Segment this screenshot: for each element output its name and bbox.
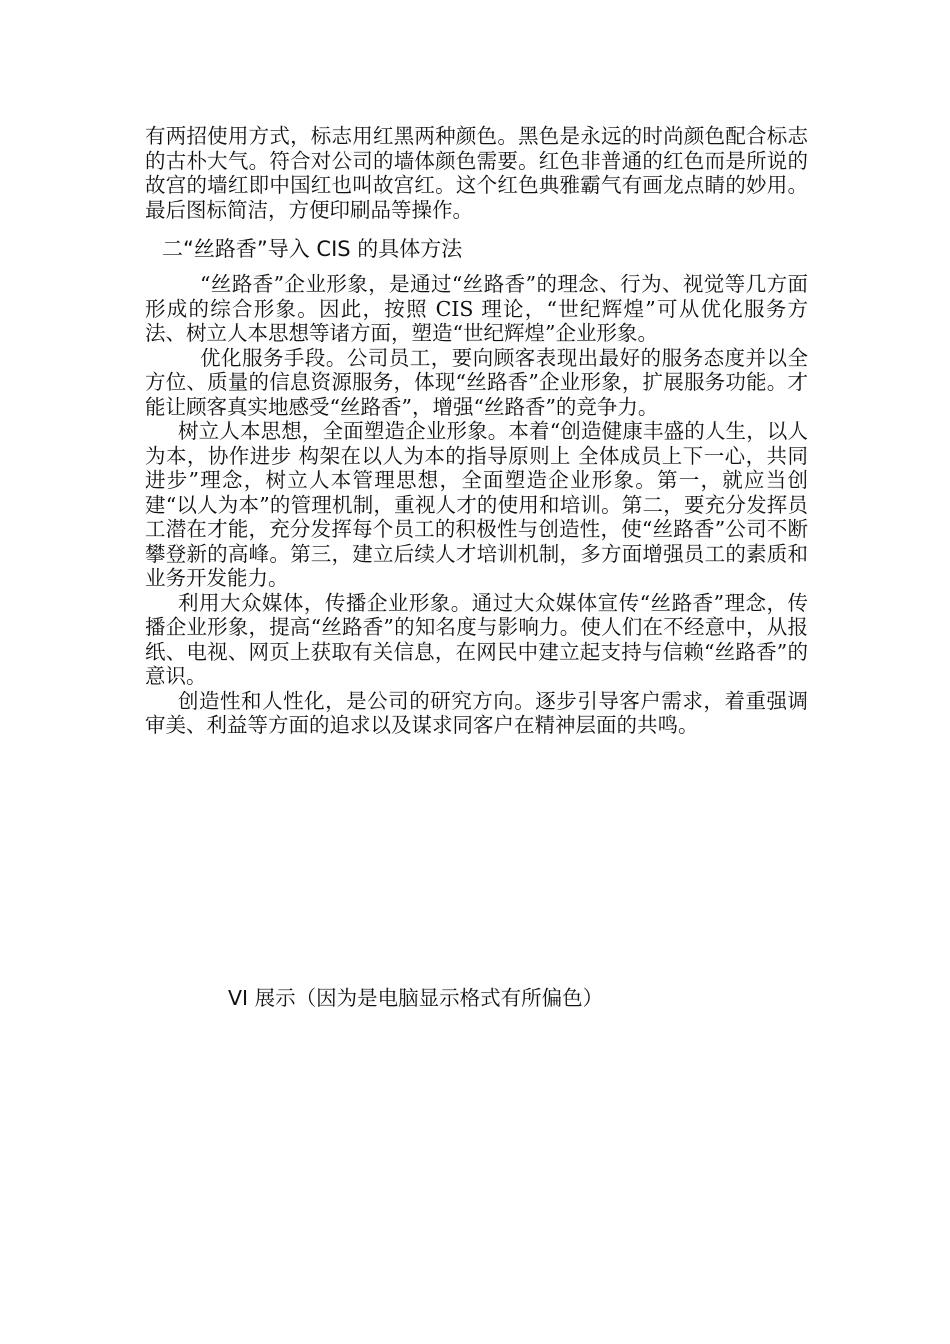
- continuation-paragraph: 有两招使用方式，标志用红黑两种颜色。黑色是永远的时尚颜色配合标志的古朴大气。符合对公司的墙体颜色需要。红色非普通的红色而是所说的故宫的墙红即中国红也叫故宫红。这个红色典雅霸气有画龙点睛的妙用。最后图标简洁，方便印刷品等操作。: [145, 124, 808, 222]
- paragraph-intro: “丝路香”企业形象，是通过“丝路香”的理念、行为、视觉等几方面形成的综合形象。因此，按照 CIS 理论，“世纪辉煌”可从优化服务方法、树立人本思想等诸方面，塑造“世纪辉煌”企业形象。: [145, 272, 808, 345]
- paragraph-media: 利用大众媒体，传播企业形象。通过大众媒体宣传“丝路香”理念，传播企业形象，提高“丝路香”的知名度与影响力。使人们在不经意中，从报纸、电视、网页上获取有关信息，在网民中建立起支持与信赖“丝路香”的意识。: [145, 590, 808, 688]
- paragraph-service: 优化服务手段。公司员工，要向顾客表现出最好的服务态度并以全方位、质量的信息资源服务，体现“丝路香”企业形象，扩展服务功能。才能让顾客真实地感受“丝路香”，增强“丝路香”的竞争力。: [145, 345, 808, 419]
- paragraph-creativity: 创造性和人性化，是公司的研究方向。逐步引导客户需求，着重强调审美、利益等方面的追求以及谋求同客户在精神层面的共鸣。: [145, 688, 808, 737]
- paragraph-people-oriented: 树立人本思想，全面塑造企业形象。本着“创造健康丰盛的人生，以人为本，协作进步 构架在以人为本的指导原则上 全体成员上下一心，共同进步”理念，树立人本管理思想，全面塑造企业形象。第一，就应当创建“以人为本”的管理机制，重视人才的使用和培训。第二，要充分发挥员工潜在才能，充分发挥每个员工的积极性与创造性，使“丝路香”公司不断攀登新的高峰。第三，建立后续人才培训机制，多方面增强员工的素质和业务开发能力。: [145, 419, 808, 590]
- section-body: [145, 272, 808, 738]
- section-heading: 二“丝路香”导入 CIS 的具体方法: [162, 237, 463, 261]
- vi-caption: VI 展示（因为是电脑显示格式有所偏色）: [228, 986, 604, 1010]
